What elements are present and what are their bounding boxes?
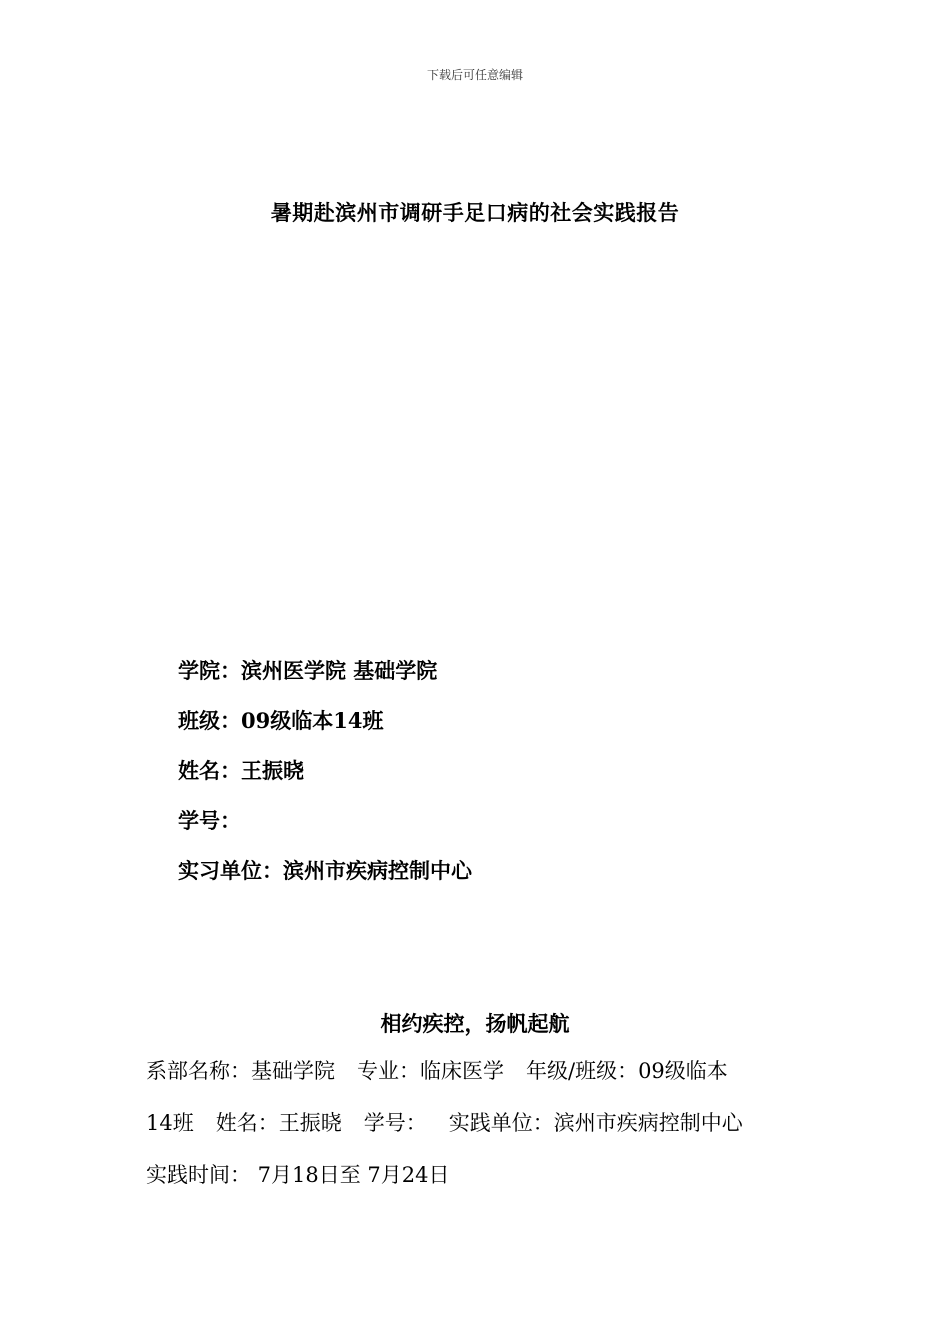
- detail-dept: 系部名称：基础学院: [146, 1059, 335, 1083]
- detail-student-id: 学号：: [363, 1111, 427, 1135]
- info-internship-unit: 实习单位：滨州市疾病控制中心: [178, 858, 472, 883]
- detail-grade-class-cont: 14班: [146, 1111, 194, 1135]
- header-note: 下载后可任意编辑: [426, 68, 523, 82]
- cover-info-block: [178, 656, 818, 906]
- motto-heading: 相约疾控，扬帆起航: [380, 1011, 570, 1036]
- info-student-id: 学号：: [178, 808, 241, 833]
- info-class: 班级：09级临本14班: [178, 708, 384, 733]
- details-line-2: [146, 1108, 811, 1138]
- detail-grade-class: 年级/班级：09级临本: [526, 1059, 728, 1083]
- detail-major: 专业：临床医学: [357, 1059, 504, 1083]
- detail-name: 姓名：王振晓: [215, 1111, 342, 1135]
- details-line-3: [146, 1160, 811, 1190]
- info-name: 姓名：王振晓: [178, 758, 304, 783]
- info-college: 学院：滨州医学院 基础学院: [178, 658, 438, 683]
- detail-practice-time: 实践时间： 7月18日至 7月24日: [146, 1163, 450, 1187]
- detail-unit: 实践单位：滨州市疾病控制中心: [448, 1111, 743, 1135]
- document-title: 暑期赴滨州市调研手足口病的社会实践报告: [270, 200, 680, 225]
- details-line-1: [146, 1056, 811, 1086]
